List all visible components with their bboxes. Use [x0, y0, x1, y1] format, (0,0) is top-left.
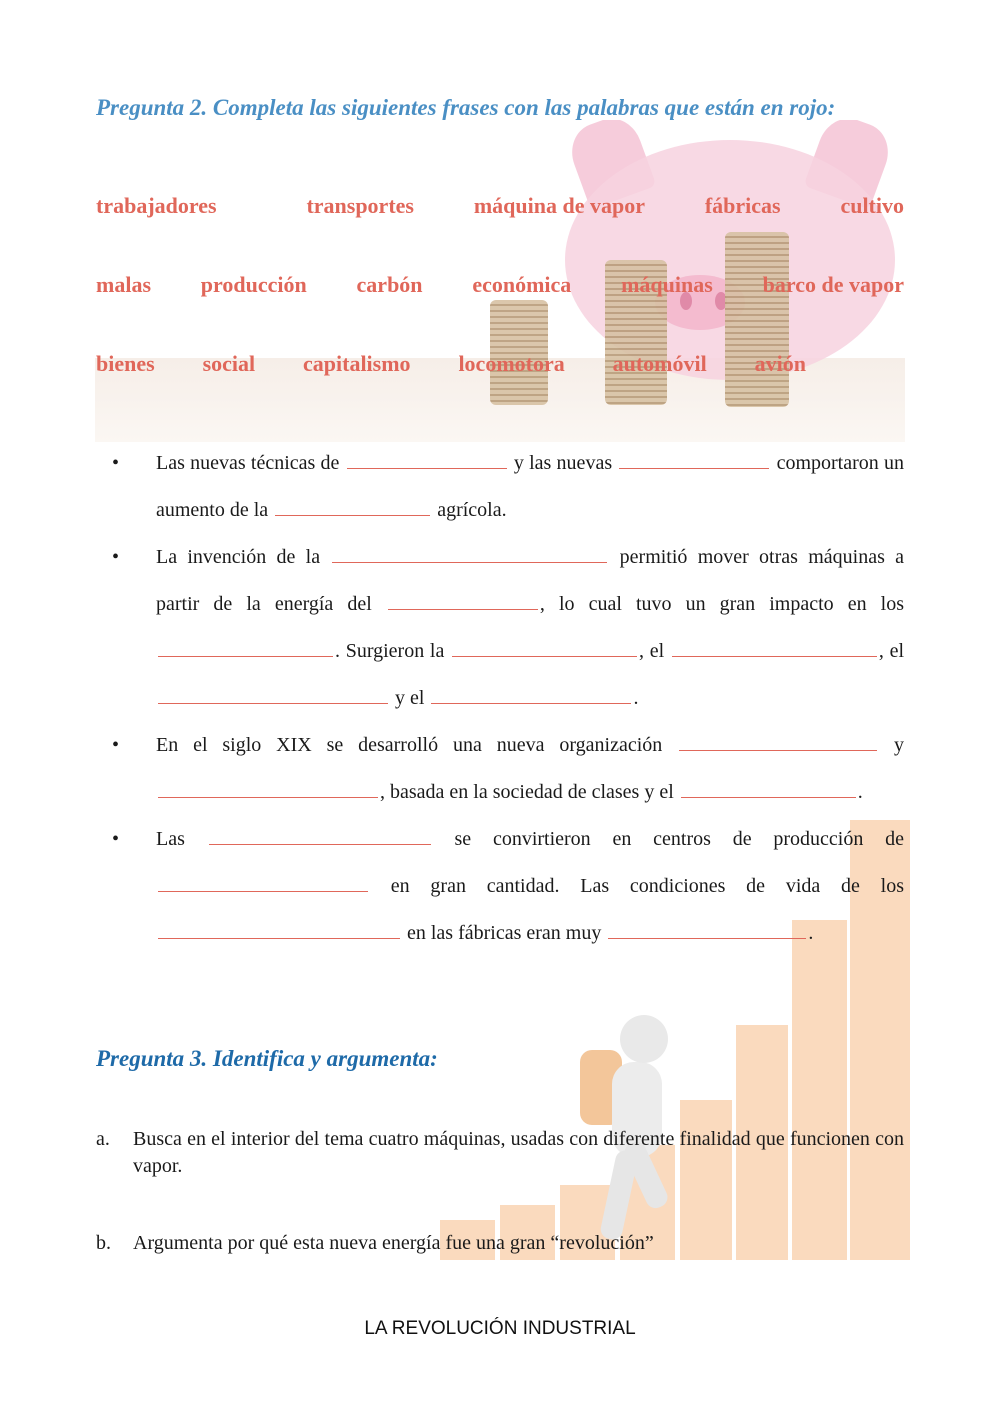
sentence-2: • La invención de la permitió mover otras máquinas a partir de la energía del , lo cual tuvo un gran impacto en los . Surgieron la , el , el y el .: [110, 534, 904, 722]
sentence-4: • Las se convirtieron en centros de producción de en gran cantidad. Las condiciones de vida de los en las fábricas eran muy .: [110, 816, 904, 957]
bullet-icon: •: [112, 734, 120, 756]
blank-input[interactable]: [158, 679, 388, 704]
item-text: Argumenta por qué esta nueva energía fue una gran “revolución”: [133, 1232, 654, 1254]
word-bank-item: máquina de vapor: [473, 193, 645, 218]
sentence-1: • Las nuevas técnicas de y las nuevas comportaron un aumento de la agrícola.: [110, 440, 904, 534]
item-letter: b.: [96, 1232, 111, 1254]
question-2-heading: Pregunta 2. Completa las siguientes frases con las palabras que están en rojo:: [96, 95, 836, 120]
blank-input[interactable]: [672, 632, 877, 657]
blank-input[interactable]: [679, 726, 877, 751]
question-3-item-b: [96, 1230, 904, 1257]
blank-input[interactable]: [209, 820, 431, 845]
blank-input[interactable]: [388, 585, 538, 610]
blank-input[interactable]: [681, 773, 856, 798]
word-bank-item: malas: [96, 272, 151, 297]
word-bank-item: trabajadores: [96, 193, 217, 218]
word-bank-item: avión: [754, 351, 806, 376]
word-bank-item: social: [202, 351, 256, 376]
word-bank-row-1: [96, 193, 904, 219]
word-bank-item: automóvil: [612, 351, 707, 376]
blank-input[interactable]: [608, 914, 806, 939]
page-footer: LA REVOLUCIÓN INDUSTRIAL: [364, 1318, 636, 1339]
word-bank-item: máquinas: [621, 272, 713, 297]
word-bank-row-3: [96, 351, 806, 377]
blank-input[interactable]: [332, 538, 607, 563]
question-3-heading: Pregunta 3. Identifica y argumenta:: [96, 1046, 438, 1071]
blank-input[interactable]: [275, 491, 430, 516]
blank-input[interactable]: [158, 914, 400, 939]
word-bank-item: capitalismo: [303, 351, 411, 376]
word-bank-item: locomotora: [458, 351, 565, 376]
blank-input[interactable]: [158, 632, 333, 657]
sentence-3: • En el siglo XIX se desarrolló una nueva organización y , basada en la sociedad de clases y el .: [110, 722, 904, 816]
bullet-icon: •: [112, 828, 120, 850]
blank-input[interactable]: [158, 867, 368, 892]
blank-input[interactable]: [158, 773, 378, 798]
word-bank-item: carbón: [356, 272, 423, 297]
fill-in-sentences: [110, 440, 904, 957]
blank-input[interactable]: [619, 444, 769, 469]
item-text: Busca en el interior del tema cuatro máquinas, usadas con diferente finalidad que funcionen con vapor.: [133, 1128, 904, 1177]
word-bank-item: económica: [472, 272, 572, 297]
question-3-item-a: [96, 1126, 904, 1180]
blank-input[interactable]: [347, 444, 507, 469]
item-letter: a.: [96, 1128, 110, 1150]
word-bank-item: fábricas: [704, 193, 781, 218]
word-bank-item: producción: [200, 272, 307, 297]
blank-input[interactable]: [452, 632, 637, 657]
word-bank-item: transportes: [306, 193, 414, 218]
word-bank-item: bienes: [96, 351, 155, 376]
word-bank-item: cultivo: [840, 193, 904, 218]
word-bank-item: barco de vapor: [762, 272, 904, 297]
blank-input[interactable]: [431, 679, 631, 704]
bullet-icon: •: [112, 452, 120, 474]
bullet-icon: •: [112, 546, 120, 568]
word-bank-row-2: [96, 272, 904, 298]
